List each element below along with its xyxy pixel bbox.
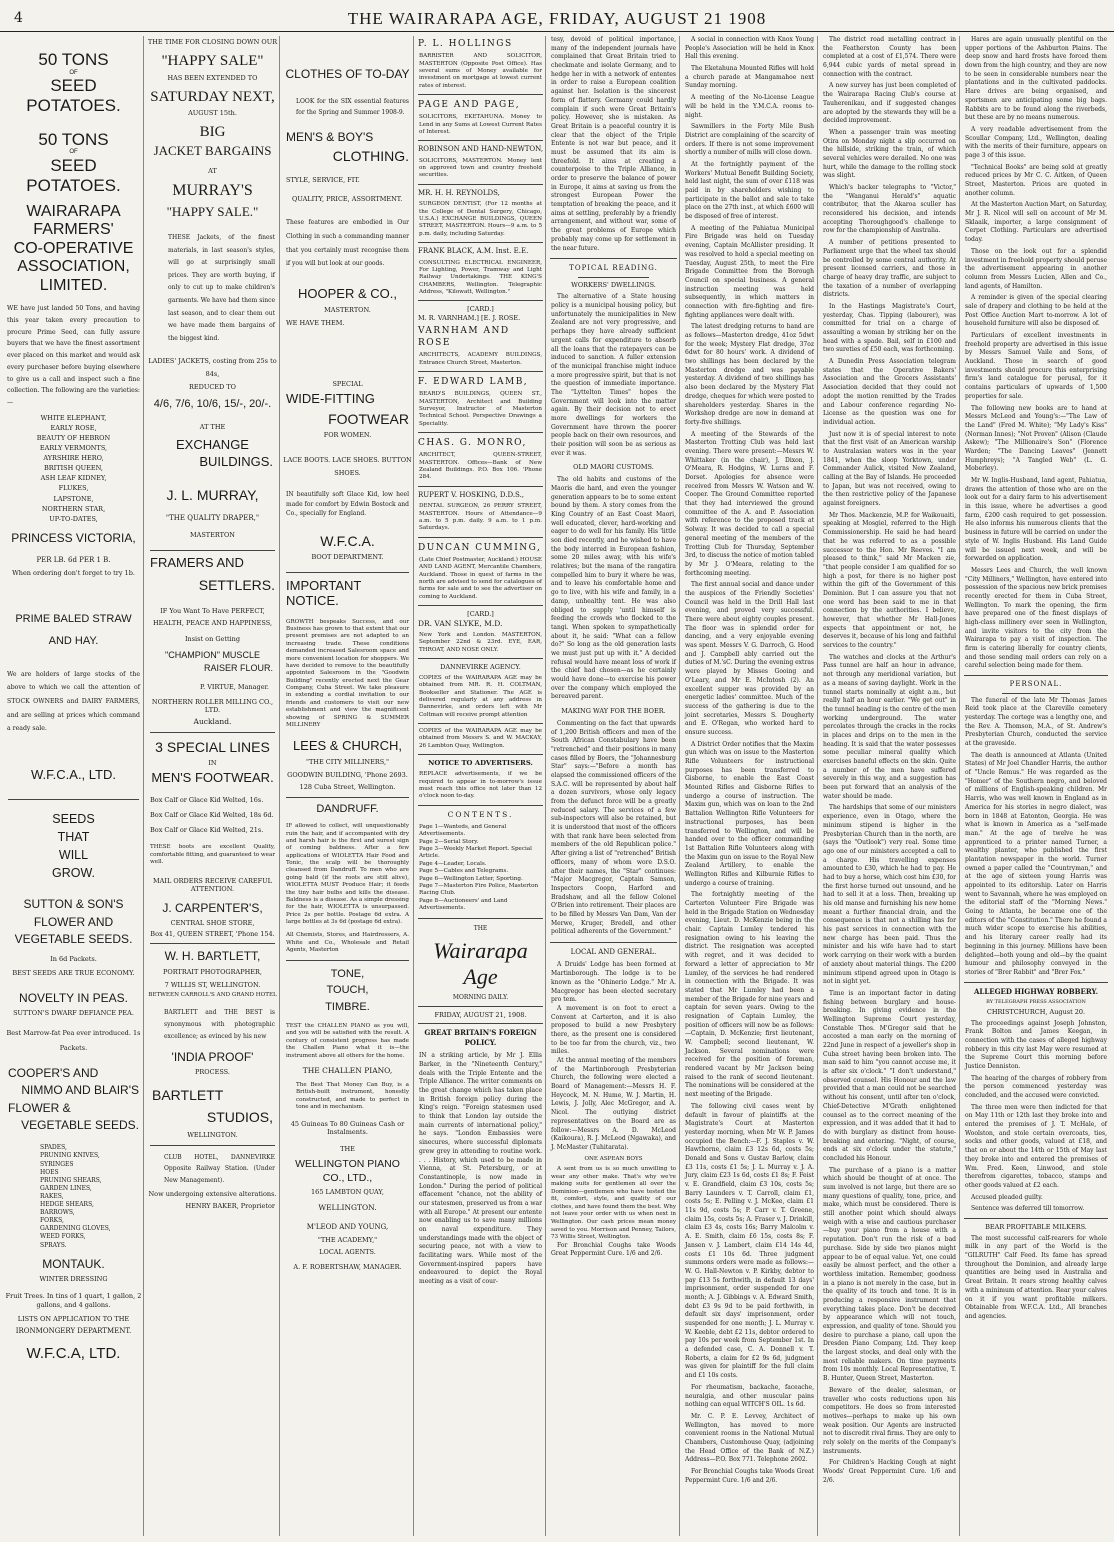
tool-item: WEED FORKS,: [40, 1233, 86, 1241]
column-4: P. L. HOLLINGS BARRISTER AND SOLICITOR, MASTERTON (Opposite Post Office). Has several sums of Money available for investment on mortgage at lowest current rates of interest. PAGE AND PAGE, SOLICITORS, EKETAHUNA. Money to Lend in any Sums at Lowest Current Rates of Interest. ROBINSON AND HAND-NEWTON, SOLICITORS, MASTERTON. Money lent on approved town and country freehold securities. MR. H. H. REYNOLDS, SURGEON DENTIST, (For 12 months at the College of Dental Surgery, Chicago, U.S.A.) EXCHANGE BUILDINGS, QUEEN STREET, MASTERTON. Hours—9 a.m. to 5 p.m. daily, including Saturday. FRANK BLACK, A.M. Inst. E.E. CONSULTING ELECTRICAL ENGINEER, For Lighting, Power, Tramway and Light Railway Undertakings. THE KING'S CHAMBERS, Wellington. Telegraphic Address, "Kilowatt, Wellington." [CARD.] M. R. VARNHAM.] [E. J. ROSE. VARNHAM AND ROSE ARCHITECTS, ACADEMY BUILDINGS, Entrance Church Street, Masterton. F. EDWARD LAMB, BEARD'S BUILDINGS, QUEEN ST., MASTERTON, Architect and Building Surveyor, Instructor of Masterton Technical School. Perspective Drawings a Speciality. CHAS. G. MONRO, ARCHITECT, QUEEN-STREET, MASTERTON. Offices—Bank of New Zealand Buildings. P.O. Box 106. 'Phone 284. RUPERT V. HOSKING, D.D.S., DENTAL SURGEON, 26 PERRY STREET, MASTERTON. Hours of Attendance—9 a.m. to 5 p.m. daily. 9 a.m. to 1 p.m. Saturdays. DUNCAN CUMMING, (Late Chief Postmaster, Auckland.) HOUSE AND LAND AGENT, Mercantile Chambers, Auckland. Those in quest of farms in the north are advised to send for catalogues of farms for sale and to see the advertiser on coming to Auckland. [CARD.] DR. VAN SLYKE, M.D. New York and London. MASTERTON, September 22nd & 23rd. EYE, EAR, THROAT, AND NOSE ONLY. DANNEVIRKE AGENCY. COPIES of the WAIRARAPA AGE may be obtained from MR. R. H. COLTMAN, Bookseller and Stationer. The AGE is delivered regularly at any address in Dannevirke, and orders left with Mr Coltman will receive prompt attention COPIES of the WAIRARAPA AGE may be obtained from Messrs S. and W. MACKAY, 26 Lambton Quay, Wellington. NOTICE TO ADVERTISERS. REPLACE advertisements, if we be required to appear in to-morrow's issue must reach this office not later than 12 o'clock noon to-day. CONTENTS. Page 1—Wanteds, and General Advertisements. Page 2—Serial Story. Page 3—Weekly Market Report. Special Article. Page 4—Leader, Locals. Page 5—Cables and Telegrams. Page 6—Wellington Letter, Sporting. Page 7—Masterton Fire Police, Masterton Racing Club. Page 8—Auctioneers' and Land Advertisements. THE Wairarapa Age MORNING DAILY. FRIDAY, AUGUST 21, 1908. GREAT BRITAIN'S FOREIGN POLICY. IN a striking article, by Mr J. Ellis Barker, in the "Nineteenth Century," deals with the Triple Entente and the Triple Alliance. The writer comments on the great change which has taken place in British foreign policy during the King's reign. "Foreign statesmen used to think that London lay outside the main currents of international policy," he says. "London Embassies were sinecures, where successful diplomats grew grey in attending to routine work. . . . History, which used to be made in Vienna, at St. Petersburg, or at Constantinople, is now made in London." During the period of political effacement "chance, not the ability of our statesmen, preserved us from a war with all Europe." At present our entente now enabling us to save many millions on naval expenditure. They understandings made with the object of securing peace, not with a view to facilitating wars. While most of the Government-inspired papers have endeavoured to depict the Royal meeting as a visit of cour-: [416, 36, 546, 1536]
wide-fitting: WIDE-FITTING: [286, 391, 375, 407]
ironmongery: IRONMONGERY DEPARTMENT.: [15, 1327, 132, 1336]
straw-text: We are holders of large stocks of the above to which we call the attention of STOCK OWNERS and DAIRY FARMERS, and are selling at prices which command a ready sale.: [7, 670, 140, 733]
contents-item: Page 7—Masterton Fire Police, Masterton Racing Club.: [419, 882, 539, 897]
column-8: Hares are again unusually plentiful on the upper portions of the Ashburton Plains. The deep snow and hard frosts have forced them down from the high country, and they are now to be seen in considerable numbers near the plantations and in the cultivated paddocks. Hare drives are being organised, and sportsmen are anticipating some big bags. Rabbits are to be found along the riverbeds, but these are by no means numerous. A very readable advertisement from the Scoullar Company, Ltd., Wellington, dealing with the merits of their furniture, appears on page 3 of this issue. "Technical Books" are being sold at greatly reduced prices by Mr C. C. Aitken, of Queen Street, Masterton. Prices are quoted in another column. At the Masterton Auction Mart, on Saturday, Mr J. R. Nicol will sell on account of Mr M. Sklaaik, importer, a large consignment of Cerpet Clothing. Particulars are advertised today. Those on the look out for a splendid investment in freehold property should peruse the advertisement appearing in another column from Messrs Lucien, Allen and Co., land agents, of Hamilton. A reminder is given of the special clearing sale of drapery and clothing to be held at the Post Office Auction Mart to-morrow. A lot of household furniture will also be disposed of. Particulars of excellent investments in freehold property are advertised in this issue by Messrs Samuel Vaile and Sons, of Auckland. Those in search of good investments should procure this enterprising firm's land catalogue for perusal, for it contains particulars of upwards of 1,500 properties for sale. The following new books are to hand at Messrs McLeod and Young's:—"The Law of the Land" (Fred M. White); "My Lady's Kiss" (Norman Innes); "Not Proven" (Alison (Claude Askew); "The Millionaire's Son" (Florence Warden; "The Dancing Leaves" (Jennett Humphreys); "A Tangled Web" (L. G. Moberley). Mr W. Inglis-Husband, land agent, Pahiatua, draws the attention of those who are on the look out for a dairy farm to his advertisement in this issue, where he advertises a good farm, £200 cash required to get possession. He also informs his numerous clients that the business in future will be carried on under the style of W. Inglis Husband. His Land Guide will be issued next week, and will be forwarded on application. Messrs Lees and Church, the well known "City Milliners," Wellington, have entered into possession of the spacious new brick premises recently erected for them in Cuba Street, Wellington. To mark the opening, the firm have prepared one of the finest displays of high-class millinery ever seen in Wellington, and invite visitors to the city from the Wairarapa to pay a visit of inspection. The firm is catering liberally for country clients, and those sending mail orders can rely on a careful selection being made for them. PERSONAL. The funeral of the late Mr Thomas James Reid took place at the Clareville cemetery yesterday. The cortege was a lengthy one, and the Rev. A. Thomson, M.A., of St. Andrew's Presbyterian Church, conducted the service at the graveside. The death is announced at Atlanta (United States) of Mr Joel Chandler Harris, the author of "Uncle Remus." He was regarded as the "Homer" of the Southern negro, and beloved of millions of English-speaking children. Mr Harris, who was well known in England as in America for his stories in negro dialect, was born in 1848 at Eatonton, Georgia. He was what is known in America as a "self-made man." At the age of twelve he was apprenticed to a printer named Turner, a wealthy planter, who published the first plantation newspaper in the world. Turner owned a paper called the "Countryman," and at the age of sixteen young Harris was appointed to its editorship. Later on Harris went to Savannah, where he was employed on the editorial staff of the "Morning News." Going to Atlanta, he became one of the editors of the "Constitution." There he found a much wider scope to exercise his abilities, and his literary career really had its beginning in this journey. Millions have been delighted—both young and old—by the quaint humour and philosophy conveyed in the stories of "Brer Rabbit" and "Brer Fox." ALLEGED HIGHWAY ROBBERY. BY TELEGRAPH PRESS ASSOCIATION CHRISTCHURCH, August 20. The proceedings against Joseph Johnston, Frank Bolton and James Keegan, in connection with the cases of alleged highway robbery in this city last May were resumed at the Supreme Court this morning before Justice Denniston. The hearing of the charges of robbery from the person commenced yesterday was concluded, and the accused were convicted. The three men were then indicted for that on May 11th or 12th last they broke into and entered the premises of J. T. McHale, of Woolston, and stole certain overcoats, ties, socks and other goods, valued at £18, and that on or about the 14th or 15th of May last they broke into and entered the premises of Wm. Fred. Keen, Linwood, and stole therefrom cigarettes, tobacco, stamps and other goods valued at £2 each. Accused pleaded guilty. Sentence was deferred till tomorrow. BEAR PROFITABLE MILKERS. The most successful calf-rearers for whole milk in any part of the World is the "GILRUTH" Calf Feed. Its fame has spread throughout the Dominion, and already large quantities are being used in Australia and Great Britain. It rears strong healthy calves with a minimum of attention. Rear your calves on it if you want profitable milkers. Obtainable from W.F.C.A. Ltd., All branches and agencies.: [962, 36, 1110, 1536]
quality-draper: "THE QUALITY DRAPER,": [165, 513, 260, 522]
masthead: [0, 8, 1114, 32]
ad-seed-potatoes-1: 50 TONS OF SEED POTATOES.: [26, 50, 121, 115]
contents-item: Page 5—Cables and Telegrams.: [419, 868, 509, 875]
closing-intro: THE TIME FOR CLOSING DOWN OUR: [147, 38, 278, 46]
variety-item: NORTHERN STAR,: [41, 504, 106, 513]
boer-heading: MAKING WAY FOR THE BOER.: [561, 707, 666, 716]
reduced-prices: 4/6, 7/6, 10/6, 15/-, 20/-.: [153, 398, 272, 411]
tool-item: RAKES,: [40, 1192, 64, 1200]
contents-item: Page 1—Wanteds, and General Advertisements.: [419, 823, 507, 838]
montauk-text: Fruit Trees. In tins of 1 quart, 1 gallon, 2 gallons, and 4 gallons.: [5, 1292, 142, 1309]
personal-heading: PERSONAL.: [1009, 680, 1063, 689]
ladies-jackets: LADIES' JACKETS, costing from 25s to 84s,: [148, 357, 277, 379]
variety-item: AYRSHIRE HERO,: [43, 454, 104, 463]
mens-footwear: MEN'S FOOTWEAR.: [151, 770, 274, 786]
sutton-heading: SUTTON & SON'S FLOWER AND VEGETABLE SEEDS.: [14, 897, 133, 947]
tool-item: SPADES,: [40, 1144, 67, 1152]
bartlett-heading: W. H. BARTLETT,: [164, 949, 261, 964]
notice-to-advertisers: NOTICE TO ADVERTISERS.: [428, 759, 533, 768]
column-6: A social in connection with Knox Young People's Association will be held in Knox Hall this evening. The Eketahuna Mounted Rifles will hold a church parade at Mangamahoe next Sunday morning. A meeting of the No-License League will be held in the Y.M.C.A. rooms to-night. Sawmillers in the Forty Mile Bush District are complaining of the scarcity of orders. If there is not some improvement shortly a number of mills will close down. At the fortnightly payment of the Workers' Mutual Benefit Building Society, held last night, the sum of over £118 was paid in by shareholders wishing to participate in the ballot and sale to take place on the 27th inst., at which £600 will be disposed of free of interest. A meeting of the Pahiatua Municipal Fire Brigade was held on Tuesday evening, Captain McAllister presiding. It was resolved to hold a special meeting on Tuesday, August 25th, to meet the Fire Brigade Committee from the Borough Council on special business. A general instruction meeting was held subsequently, in which matters in connection with fire-fighting and fire-fighting appliances were dealt with. The latest dredging returns to hand are as follows—Masterton dredge, 41oz 5dwt for the week; Mystery Flat dredge, 37oz 6dwt for 80 hours' work. A dividend of two shillings has been declared by the Masterton dredge and was payable yesterday. A dividend of two shillings has also been declared by the Mystery Flat dredge, cheques for which were posted to shareholders yesterday. Shares in the Workshop dredge are now in demand at forty-five shillings. A meeting of the Stewards of the Masterton Trotting Club was held last evening. There were present:—Messrs W. Whittaker (in the chair), J. Dixon, J. O'Meara, R. Hodgins, W. Lurns and F. Dorset. Apologies for absence were received from Messrs W. Watson and W. Cooper. The Ground Committee reported that they had interviewed the ground committee of the A. and P. Association with reference to the proposed track at Solway. It was decided to call a special general meeting of the members of the Trotting Club for Thursday, September 3rd, to discuss the notice of motion tabled by Mr J. O'Meara, relating to the forthcoming meeting. The first annual social and dance under the auspices of the Friendly Societies' Council was held in the Drill Hall last evening, and proved very successful. There were about eighty couples present. The floor was in splendid order for dancing, and a very enjoyable evening was spent. Messrs V. G. Darroch, G. Hood and J. Campbell ably carried out the duties of M.'sC. During the evening extras were played by Misses Gooing and O'Leary, and Mr E. McIntosh (2). An excellent supper was provided by an energetic ladies' committee. Much of the success of the gathering is due to the joint secretaries, Messrs S. Dougherty and E. O'Regan, who worked hard to ensure success. A District Order notifies that the Maxim gun which was on issue to the Masterton Rifle Volunteers for instructional purposes has been transferred to Gisborne, to enable the East Coast Mounted Rifles and Gisborne Rifles to undergo a course of instruction. The Maxim gun, which was on loan to the 2nd Battalion Wellington Rifle Volunteers for instructional purposes, has been transferred to Wellington, and will be handed over to the officer commanding 1st Battalion Rifle Volunteers along with the Maxim gun on issue to the Royal New Zealand Artillery, to enable the Wellington Rifles and Kilburnie Rifles to undergo a course of training. The fortnightly meeting of the Carterton Volunteer Fire Brigade was held in the Brigade Station on Wednesday evening, Lieut. D. McKenzie being in the chair. Captain Lumley tendered his resignation owing to his leaving the district. The resignation was accepted with regret, and it was decided to forward a letter of appreciation to Mr Lumley, of the services he had rendered in connection with the Brigade. It was stated that Mr Lumley had been a member of the Brigade for nine years and captain for seven years. Owing to the resignation of Captain Lumley, the position of officers will now be as follows:—Captain, D. McKenzie; first lieutenant, W. Campbell; second lieutenant, W. Jackson. Several nominations were received for the position of foreman, rendered vacant by Mr Jackson being raised to the rank of second lieutenant. The nominations will be considered at the next meeting of the Brigade. The following civil cases went by default in favour of plaintiffs at the Magistrate's Court at Masterton yesterday morning, when Mr W. P. James occupied the Bench:—F. J. Staples v. W. Hawthorne, claim £3 12s 6d, costs 5s; Donald and Sons v. Gustav Barlow, claim £3 11s, costs £1 5s; J. L. Murray v. J. A. Jury, claim £23 1s 6d, costs £1 8s; F. Feist v. E. Grandfield, claim £3 10s, costs 5s; Barry Launders v. T. Carroll, claim £1, costs 5s; E. Pelling v. J. McKee, claim £1 11s 9d, costs 5s; P. Carr v. T. Greene, claim 15s, costs 5s; A. Fraser v. J. Drinkill, claim £3 4s, costs 16s; Barry Malcolm v. A. E. Smith, claim £6 15s, costs 8s; F. Jansen v. J. Lambert, claim £14 14s 4d, costs £1 10s 6d. Three judgment summons orders were made as follows:—W. G. Hall-Newton v. P. Kirkby, debtor to pay £13 5s forthwith, in default 13 days' imprisonment, order suspended for one month; A. J. Gibbings v. A. Edward Smith, debt £3 9s 9d to be paid forthwith, in default six days' imprisonment, order suspended for one month; J. L. Murray v. W. Keeble, debt £2 11s, debtor ordered to pay 10s per week from September 1st. In a defended case, C. A. Donnell v. T. Roberts, a claim for £2 9s 6d, judgment was given for plaintiff for the full claim and £1 10s costs. For rheumatism, backache, faceache, neuralgia, and other muscular pains nothing can equal WITCH'S OIL. 1s 6d. Mr. C. P. E. Levvey, Architect of Wellington, has moved to more convenient rooms in the National Mutual Chambers, Customhouse Quay, (adjoining the Head Office of the Bank of N.Z.) Address—P.O. Box 771. Telephone 2602. For Bronchial Coughs take Woods Great Peppermint Cure. 1/6 and 2/6.: [682, 36, 818, 1536]
contents-item: Page 4—Leader, Locals.: [419, 860, 487, 867]
chas-monro: CHAS. G. MONRO,: [418, 438, 527, 449]
variety-item: ASH LEAF KIDNEY,: [40, 474, 107, 483]
contents-item: Page 2—Serial Story.: [419, 838, 479, 845]
carpenter-heading: J. CARPENTER'S,: [162, 901, 263, 916]
extended-note: HAS BEEN EXTENDED TO: [167, 74, 258, 83]
hosking: RUPERT V. HOSKING, D.D.S.,: [418, 490, 525, 499]
hollings: P. L. HOLLINGS: [418, 39, 513, 49]
tone-touch-timbre: TONE, TOUCH, TIMBRE.: [325, 967, 370, 1013]
price-line: PER LB. 6d PER 1 B.: [36, 555, 111, 564]
leader-heading: GREAT BRITAIN'S FOREIGN POLICY.: [424, 1028, 537, 1047]
price-note: When ordering don't forget to try 1b.: [12, 568, 135, 577]
wfca-boot: W.F.C.A.: [320, 533, 375, 549]
tool-item: SYRINGES: [40, 1160, 74, 1168]
tool-item: HEDGE SHEARS,: [40, 1201, 94, 1209]
robinson: ROBINSON AND HAND-NEWTON,: [418, 145, 544, 154]
dannevirke-agency: DANNEVIRKE AGENCY.: [440, 663, 521, 672]
variety-item: BEAUTY OF HEBRON: [36, 434, 111, 443]
milkers-heading: BEAR PROFITABLE MILKERS.: [985, 1222, 1087, 1231]
sutton-note: BEST SEEDS ARE TRUE ECONOMY.: [12, 969, 135, 978]
novelty-sub: SUTTON'S DWARF DEFIANCE PEA.: [13, 1008, 134, 1017]
wfca-heading: WAIRARAPA FARMERS' CO-OPERATIVE ASSOCIATION, LIMITED.: [13, 203, 134, 294]
murrays-heading: MURRAY'S: [172, 181, 253, 199]
leader-text: IN a striking article, by Mr J. Ellis Barker, in the "Nineteenth Century," deals with the Triple Entente and the Triple Alliance. The writer comments on the great change which has taken place in British foreign policy during the King's reign. "Foreign statesmen used to think that London lay outside the main currents of international policy," he says. "London Embassies were sinecures, where successful diplomats grew grey in attending to routine work. . . . History, which used to be made in Vienna, at St. Petersburg, or at Constantinople, is now made in London." During the period of political effacement "chance, not the ability of our statesmen, preserved us from a war with all Europe." At present our entente now enabling us to save many millions on naval expenditure. They understandings made with the object of securing peace, not with a view to facilitating wars. While most of the Government-inspired papers have endeavoured to depict the Royal meeting as a visit of cour-: [419, 1052, 542, 1286]
variety-item: UP-TO-DATES,: [49, 514, 98, 523]
jacket-bargains: JACKET BARGAINS: [153, 143, 272, 159]
workers-heading: WORKERS' DWELLINGS.: [571, 280, 656, 289]
column-3: CLOTHES OF TO-DAY LOOK for the SIX essential features for the Spring and Summer 1908-9. MEN'S & BOY'S CLOTHING. STYLE, SERVICE, FIT. QUALITY, PRICE, ASSORTMENT. These features are embodied in Our Clothing in such a commanding manner that you certainly must recognise them if you will but look at our goods. HOOPER & CO., MASTERTON. WE HAVE THEM. SPECIAL WIDE-FITTING FOOTWEAR FOR WOMEN. LACE BOOTS. LACE SHOES. BUTTON SHOES. IN beautifully soft Glace Kid, low heel made for comfort by Edwin Bostock and Co., specially for England. W.F.C.A. BOOT DEPARTMENT. IMPORTANT NOTICE. GROWTH bespeaks Success, and our Business has grown to that extent that our present premises are not adapted to an increasing trade. These conditions demanded increased Salesroom space and more convenient location for shoppers. We have decided to remove to the beautifully appointed Salesroom in the "Goodwin Building" recently erected next the Gear Company, Cuba Street. We take pleasure in extending a cordial invitation to our friends and customers to visit our new establishment and view the magnificent showing of SPRING & SUMMER MILLINERY LEES & CHURCH, "THE CITY MILLINERS," GOODWIN BUILDING, 'Phone 2693. 128 Cuba Street, Wellington. DANDRUFF. IF allowed to collect, will unquestionably ruin the hair, and if accompanied with dry and harsh hair is the first and surest sign of coming baldness. After a few applications of WIOLETTA Hair Food and Tonic, the scalp will be thoroughly cleansed from Dandruff. To men who are going bald (if the roots are still alive), WIOLETTA MUST Produce Hair; it feeds the tiny hair bulbs and kills the disease. Baldness is a disease. As a simple dressing for the hair, WIOLETTA is unsurpassed. Price 2s per bottle. Postage 6d extra. A large bottles at 3s 6d (postage 6d extra). All Chemists, Stores, and Hairdressers, A. White and Co., Wholesale and Retail Agents, Masterton TONE, TOUCH, TIMBRE. TEST the CHALLEN PIANO as you will, and you will be satisfied with the result. A century of consistent progress has made the Challen Piano what it is—the instrument above all others for the home. THE CHALLEN PIANO, The Best That Money Can Buy, is a British-built instrument, honestly constructed, and made to perfect in tone and in mechanism. 45 Guineas To 80 Guineas Cash or Instalments. THE WELLINGTON PIANO CO., LTD., 165 LAMBTON QUAY, WELLINGTON. M'LEOD AND YOUNG, "THE ACADEMY," LOCAL AGENTS. A. F. ROBERTSHAW, MANAGER.: [282, 36, 414, 1536]
seeds-heading: SEEDS THAT WILL GROW.: [51, 811, 96, 881]
column-7: The district road metalling contract in the Featherston County has been completed at a cost of £1,574. There were 6,944 cubic yards of metal spread in connection with the contract. A new survey has just been completed of the Wairarapa Racing Club's course at Tauherenikau, and if suggested changes are adopted by the stewards they will be a decided improvement. When a passenger train was meeting Otira on Monday night a slip occurred on the hillside, striking the train, of which several vehicles were derailed. No one was hurt, while the damage to the rolling stock was slight. Which's backer telegraphs to "Victor," the "Wanganui Herald's" aquatic contributor, that the Akaroa sculler has reconsidered his decision, and intends accepting Thoroughgood's challenge to row for the championship of Australia. A number of petitions presented to Parliament urge that the wheel tax should be controlled by some central authority. At present licensed carriers, and those in charge of heavy dray traffic, are subject to the taxation of a number of overlapping districts. In the Hastings Magistrate's Court, yesterday, Chas. Tipping (labourer), was committed for trial on a charge of assaulting a woman by striking her on the head with a spade. Bail, self in £100 and two sureties of £50 each, was forthcoming. A Dunedin Press Association telegram states that the Operative Bakers' Association and the Grocers Assistants' Association decided that they could not adopt the motion remitted by the Trades and Labour conference regarding No-License as the question was one for individual action. Just now it is of special interest to note that the first visit of an American warship to Australasian waters was in the year 1841, when the sloop Yorktown, under Commander Aulick, visited New Zealand, calling at the Bay of Islands. He proceeded to Japan, but was not received, owing to the then restrictive policy of the Japanese against foreigners. Mr Thos. Mackenzie, M.P. for Waikouaiti, speaking at Mosgiel, referred to the High Commissionership. He said he had heard that he was referred to as a possible successor to the Hon. Mr Reeves. "I am pleased to think," said Mr Macken zie, "that people consider I am qualified for so high a post, for there is no higher post within the gift of the Government of this Dominion. But I can assure you that not one word has been said to me in that connection by the authorities. I believe, however, that whether Mr Hall-Jones expects that appointment or not, he deserves it, because of his long and faithful services to the country." The watches and clocks at the Arthur's Pass tunnel are half an hour in advance, not through any meridional variation, but as a means of saving daylight. Work in the tunnel starts nominally at eight a.m., but really half an hour earlier. "We get out" in the tunnel heading is the centre of the men working underground. The water percolates through the cracks in the rocks in places and drips on to the men in the heading. It is said that the water possesses some peculiar mineral quality which exercises baneful effects on the skin. Quite a number of the men have suffered severely in this way, and a suggestion has been put forward that an analysis of the water should be made. The hardships that some of our ministers experience, even in Otago, where the minimum stipend is higher in the Presbyterian Church than in the north, are (says the "Outlook") very real. Some time ago one of our ministers accepted a call to a charge. His travelling expenses amounted to £30, which he had to pay. He had to buy a horse, which cost him £30, for the first horse turned out unsound, and he had to sell it at a loss. Then, breaking up his old manse and furnishing his new home meant a further financial drain, and the consequence is that not a shilling has for his past services in connection with the new charge has been paid. Thus the minister and his wife have had to start work carrying on their work with a burden of anxiety about material things. The £200 minimum stipend agreed upon in Otago is not in sight yet. Time is an important factor in dating fishing between burglary and house-breaking. In giving evidence in the Wellington Supreme Court yesterday, Constable Thos. M'Gregor said that he accosted a man early on the morning of 22nd June in respect of a jeweller's shop in Cuba street having been broken into. The man said to him "you cannot accuse me, it is after six o'clock." "I don't understand," observed counsel. His Honour and the law provided that a man could not be searched without his consent, until after ten o'clock, Chief-Detective M'Grath enlightened counsel as to the correct meaning of the expression, and it was added that it had to do with burglary as distinct from house-breaking and entering. "Night, of course, ends at six o'clock under the statute," concluded his Honour. The purchase of a piano is a matter which should be thought of at once. The sum involved is not large, but there are so many questions of quality, tone, price, and make, which must be considered. There is still another point which should always weigh with a wise and cautious purchaser—buy your piano from a house with a reputation. Don't run the risk of a bad purchase. Side by side two pianos might appear to be of equal value. Yet, one could easily be almost perfect, and the other a worthless imitation. Remember, goodness in a piano is not merely in the case, but in the quality of its touch and tone. It is in producing a responsive instrument that everything takes place. Don't be deceived by appearance which will not touch, expression, and quality of tone. Should you desire to purchase a piano, call upon the Dresden Piano Company, Ltd. They keep the largest stocks, and deal only with the most reliable makers. On time payments from 10s monthly. Local Representative, T. B. Hunter, Queen Street, Masterton. Beware of the dealer, salesman, or traveller who costs reductions upon his competitors. He does so from interested motives—perhaps to make up his own weak position. Our Agents are instructed not to discredit rival firms. They are only to rely solely on the merits of the Company's instruments. For Children's Hacking Cough at night Woods' Great Peppermint Cure. 1/6 and 2/6.: [820, 36, 960, 1536]
buildings-heading: BUILDINGS.: [199, 453, 273, 469]
potato-varieties: [4, 413, 143, 524]
tool-item: SPRAYS.: [40, 1241, 67, 1249]
princess-victoria: PRINCESS VICTORIA,: [11, 530, 136, 545]
leader-continued: tesy, devoid of political importance, many of the independent journals have complained that Great Britain tried to checkmate and isolate Germany, and to hedge her in with a network of ententes in order to raise a European coalition against her. Isolation is the sincerest form of flattery. Germany could hardly complain if such were Great Britain's policy. However, she is mistaken. As Great Britain is a peaceful country it is clear that the object of the Triple Entente is not war but peace, and it must be assumed that its aim is threefold. It aims at creating a counterpoise to the Triple Alliance, in order to preserve the balance of power in Europe, it aims at saving us from the strongest European Power the temptation of breaking the peace, and it aims at settling, preferably by a friendly arrangement, and without war, some of the great problems of Europe which probably may come up for settlement in the near future.: [551, 36, 676, 252]
exchange-heading: EXCHANGE: [176, 436, 249, 452]
novelty-heading: NOVELTY IN PEAS.: [19, 991, 128, 1006]
maori-heading: OLD MAORI CUSTOMS.: [573, 463, 654, 472]
robbery-heading: ALLEGED HIGHWAY ROBBERY.: [973, 986, 1099, 996]
special-lines: 3 SPECIAL LINES: [155, 739, 270, 756]
page-and-page: PAGE AND PAGE,: [418, 100, 521, 111]
india-proof: 'INDIA PROOF': [171, 1050, 254, 1065]
variety-item: BRITISH QUEEN,: [44, 464, 103, 473]
challen-piano: THE CHALLEN PIANO,: [302, 1065, 393, 1075]
tool-item: GARDEN LINES,: [40, 1184, 92, 1192]
hooper-heading: HOOPER & CO.,: [298, 286, 397, 302]
tool-item: HOES: [40, 1168, 59, 1176]
lists-note: LISTS ON APPLICATION TO THE: [17, 1314, 130, 1323]
mens-boys: MEN'S & BOY'S: [286, 129, 374, 144]
variety-item: FLUKES,: [58, 484, 89, 493]
tool-item: PRUNING KNIVES,: [40, 1152, 100, 1160]
coopers-heading: COOPER'S AND NIMMO AND BLAIR'S FLOWER & VEGETABLE SEEDS.: [8, 1065, 139, 1132]
contents-item: Page 3—Weekly Market Report. Special Article.: [419, 846, 532, 860]
reynolds: MR. H. H. REYNOLDS,: [418, 188, 500, 197]
sutton-packets: In 6d Packets.: [50, 954, 97, 963]
duncan-cumming: DUNCAN CUMMING,: [418, 542, 542, 553]
saturday-heading: SATURDAY NEXT,: [150, 88, 275, 105]
column-1: [4, 36, 144, 1536]
nameplate: Wairarapa Age: [433, 937, 528, 989]
garden-tools-list: [4, 1144, 143, 1249]
newspaper-title: THE WAIRARAPA AGE, FRIDAY, AUGUST 21 1908: [347, 9, 767, 28]
frank-black: FRANK BLACK, A.M. Inst. E.E.: [418, 247, 529, 256]
framers-heading: FRAMERS AND: [150, 554, 244, 570]
local-general-heading: LOCAL AND GENERAL.: [570, 948, 657, 957]
settlers-heading: SETTLERS.: [198, 576, 275, 593]
dateline: FRIDAY, AUGUST 21, 1908.: [434, 1010, 527, 1019]
tool-item: GARDENING GLOVES,: [40, 1225, 111, 1233]
column-5: tesy, devoid of political importance, many of the independent journals have complained that Great Britain tried to checkmate and isolate Germany, and to hedge her in with a network of ententes in order to raise a European coalition against her. Isolation is the sincerest form of flattery. Germany could hardly complain if such were Great Britain's policy. However, she is mistaken. As Great Britain is a peaceful country it is clear that the object of the Triple Entente is not war but peace, and it must be assumed that its aim is threefold. It aims at creating a counterpoise to the Triple Alliance, in order to preserve the balance of power in Europe, it aims at saving us from the strongest European Power the temptation of breaking the peace, and it aims at settling, preferably by a friendly arrangement, and without war, some of the great problems of Europe which probably may come up for settlement in the near future. TOPICAL READING. WORKERS' DWELLINGS. The alternative of a State housing policy is a municipal housing policy, but unfortunately the municipalities in New Zealand are not very progressive, and perhaps they have already sufficient urgent calls for expenditure to absorb all the loans that the ratepayers can be induced to sanction. A fuller extension of the municipal franchise might induce a more progressive spirit, but that is not the question of immediate importance. The "Lyttelton Times" hopes the Government will look into the matter again. By their decision not to erect more dwellings for workers the Government have thrown the poorer people back on their own resources, and their position will soon be as serious as ever it was. OLD MAORI CUSTOMS. The old habits and customs of the Maoris die hard, and even the younger generation appears to be to some extent bound by them. A story comes from the King Country of an East Coast Maori, well educated, clever, hard-working and eager to do well for his family. His 'little son died recently, and he wished to have the body interred in European fashion, some 20 miles away, with his wife's relatives; but the mana of the rangatira compelled him to bury it where he was, and to leave his comfortable home and go to live, with his wife and family, in a damp, unhealthy tent. He was also obliged to supply 'until himself is feeding the crowds who flocked to the tangi. When spoken to sympathetically about it, he said: "What can a fellow do?" So long as the old generation lasts we must just put up with it." A decided refusal would have meant loss of work if the chief had chosen—as he certainly would have done—to exercise his power over the company which employed the bereaved parent. MAKING WAY FOR THE BOER. Commenting on the fact that upwards of 1,200 British officers and men of the South African Constabulary have been "retrenched" and their positions in many cases filled by Boers, the "Johannesburg Star" says:—"Before a month has elapsed the commissioned officers of the S.A.C. will be represented by about half a dozen survivors, whose only legacy from the defunct force will be a greatly reduced salary. The services of a few sub-inspectors will also be retained, but it is understood that most of the officers with that rank have been selected from members of the old Republican police." After giving a list of "retrenched" British officers, many of whom wore D.S.O. after their names, the "Star" continues: "Major Macgregor, Captain Samson, Inspectors Coopn, Harford and Bradshaw, and all the fellow Colonel O'Brien into retirement. Their places are to be filled by Messrs Van Dam, Van der Merwe, Kruger, Bredell, and other political adherents of the Government." LOCAL AND GENERAL. A Druids' Lodge has been formed at Martinborough. The lodge is to be known as the "Ohinerio Lodge." Mr A. Macgregor has been elected secretary pro tem. A movement is on foot to erect a Convent at Carterton, and it is also proposed to build a new Presbytery there, as the present one is considered to be too far from the church, viz., two miles. At the annual meeting of the members of the Martinborough Presbyterian Church, the following were elected a Board of Management:—Messrs H. F. Heycock, M. N. Hume, W. J. Martin, H. Lewis, J. Jolly, Alec McGregor, and A. Nicol. The outlying district representatives on the Board are as follow:—Messrs A. D. McLeod (Kaikoura), R. J. McLeod (Ngawaka), and J. McMaster (Tuhitarata). ONE ASPEAN BOYS A sent from us is so much unwilling to wear any other make. That's why we're making suits for gentlemen all over the Dominion—gentlemen who have tested the fit, comfort, style, and quality of our clothes, and have found them the best. Why not leave your order with us when next in Wellington. Our cash prices mean money saved to you. Morrison and Penney, Tailors, 73 Willis Street, Wellington. For Bronchial Coughs take Woods Great Peppermint Cure. 1/6 and 2/6.: [548, 36, 680, 1536]
column-2: THE TIME FOR CLOSING DOWN OUR "HAPPY SALE" HAS BEEN EXTENDED TO SATURDAY NEXT, AUGUST 15th. BIG JACKET BARGAINS AT MURRAY'S "HAPPY SALE." THESE Jackets, of the finest materials, in last season's styles, will go at surprisingly small prices. They are worth buying, if only to cut up to make children's garments. We have had them since last season, and to clear them out we have made them bargains of the biggest kind. LADIES' JACKETS, costing from 25s to 84s, REDUCED TO 4/6, 7/6, 10/6, 15/-, 20/-. AT THE EXCHANGE BUILDINGS. J. L. MURRAY, "THE QUALITY DRAPER," MASTERTON FRAMERS AND SETTLERS. IF You Want To Have PERFECT, HEALTH, PEACE AND HAPPINESS, Insist on Getting "CHAMPION" MUSCLE RAISER FLOUR. P. VIRTUE, Manager. NORTHERN ROLLER MILLING CO., LTD. Auckland. 3 SPECIAL LINES IN MEN'S FOOTWEAR. Box Calf or Glace Kid Welted, 16s. Box Calf or Glace Kid Welted, 18s 6d. Box Calf or Glace Kid Welted, 21s. THESE boots are excellent Quality, comfortable fitting, and guaranteed to wear well. MAIL ORDERS RECEIVE CAREFUL ATTENTION. J. CARPENTER'S, CENTRAL SHOE STORE, Box 41, QUEEN STREET, 'Phone 154. W. H. BARTLETT, PORTRAIT PHOTOGRAPHER, 7 WILLIS ST, WELLINGTON. BETWEEN CARROLL'S AND GRAND HOTEL BARTLETT and THE BEST is synonymous with photographic excellence; as evinced by his new 'INDIA PROOF' PROCESS. BARTLETT STUDIOS, WELLINGTON. CLUB HOTEL, DANNEVIRKE Opposite Railway Station. (Under New Management). Now undergoing extensive alterations. HENRY BAKER, Proprietor: [146, 36, 280, 1536]
footwear-heading: FOOTWEAR: [328, 411, 409, 428]
edward-lamb: F. EDWARD LAMB,: [418, 377, 529, 388]
lees-church: LEES & CHURCH,: [292, 738, 403, 754]
tool-item: PRUNING SHEARS,: [40, 1176, 102, 1184]
varnham-rose: VARNHAM AND ROSE: [418, 326, 510, 349]
van-slyke: DR. VAN SLYKE, M.D.: [418, 618, 503, 628]
wfca-footer: W.F.C.A, LTD.: [26, 1344, 121, 1362]
wfca-signature: W.F.C.A., LTD.: [31, 766, 116, 782]
if-you-want: IF You Want To Have PERFECT, HEALTH, PEACE AND HAPPINESS,: [152, 606, 273, 628]
variety-item: WHITE ELEPHANT,: [40, 414, 107, 423]
dandruff-heading: DANDRUFF.: [316, 802, 379, 815]
contents-item: Page 6—Wellington Letter, Sporting.: [419, 875, 523, 882]
ad-seed-potatoes-2: 50 TONS OF SEED POTATOES.: [26, 129, 121, 195]
montauk-sub: WINTER DRESSING: [39, 1275, 108, 1284]
happy-sale-heading: "HAPPY SALE": [161, 52, 264, 69]
big-heading: BIG: [199, 123, 226, 140]
jacket-text: THESE Jackets, of the finest materials, in last season's styles, will go at surprisingly small prices. They are worth buying, if only to cut up to make children's garments. We have had them since last season, and to clear them out we have made them bargains of the biggest kind.: [168, 234, 275, 342]
wfca-text: WE have just landed 50 Tons, and having this year taken every precaution to procure Prime Seed, can fully assure buyers that we have the finest assortment ever placed on this market and would ask every purchaser before buying elsewhere to give us a call and inspect such a fine collection. The following are the varieties:—: [7, 305, 140, 407]
happy-sale-2: "HAPPY SALE.": [166, 204, 259, 220]
clothes-heading: CLOTHES OF TO-DAY: [285, 67, 410, 81]
important-notice: IMPORTANT NOTICE.: [286, 577, 362, 608]
sale-date: AUGUST 15th.: [188, 109, 237, 118]
contents-item: Page 8—Auctioneers' and Land Advertisements.: [419, 897, 508, 912]
variety-item: EARLY VERMONTS,: [39, 444, 108, 453]
jl-murray: J. L. MURRAY,: [166, 487, 259, 504]
topical-heading: TOPICAL READING.: [569, 264, 658, 273]
tool-item: FORKS,: [40, 1217, 64, 1225]
club-hotel: CLUB HOTEL, DANNEVIRKE Opposite Railway Station. (Under New Management).: [164, 1153, 275, 1184]
novelty-note: Best Marrow-fat Pea ever introduced. 1s Packets.: [6, 1028, 141, 1053]
montauk-heading: MONTAUK.: [42, 1256, 105, 1271]
contents-list: [419, 824, 542, 913]
bartlett-studios: BARTLETT: [152, 1086, 224, 1103]
page-number: 4: [14, 10, 23, 26]
variety-item: EARLY ROSE,: [50, 424, 97, 433]
champion-flour: "CHAMPION" MUSCLE: [165, 650, 260, 661]
wellington-piano: WELLINGTON PIANO: [295, 1157, 400, 1170]
variety-item: LAPSTONE,: [53, 494, 94, 503]
contents-heading: CONTENTS.: [447, 809, 514, 819]
tool-item: BARROWS,: [40, 1209, 75, 1217]
clothing: CLOTHING.: [332, 148, 409, 165]
straw-heading: PRIME BALED STRAW AND HAY.: [15, 612, 132, 647]
